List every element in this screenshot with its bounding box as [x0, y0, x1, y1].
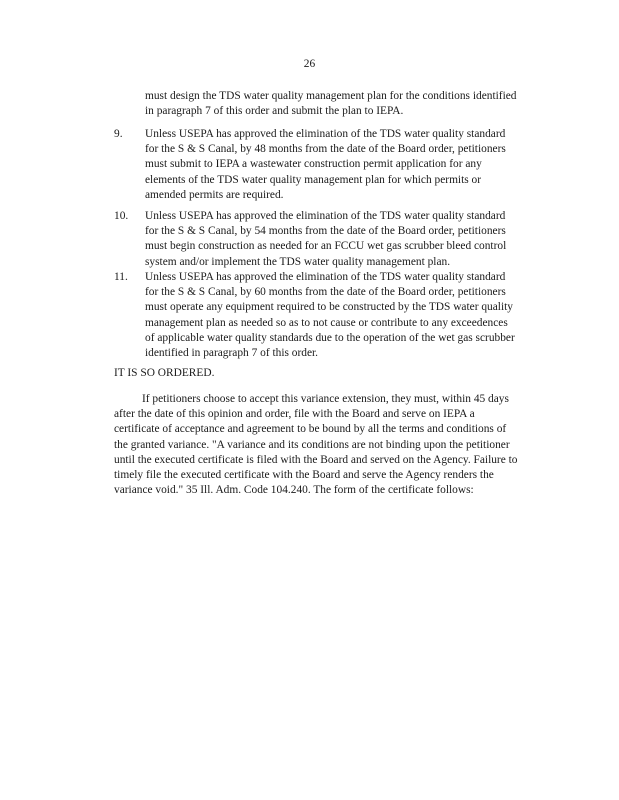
item-number: 10.: [114, 210, 129, 222]
item-text: Unless USEPA has approved the elimination of the TDS water quality standard for the S & S Canal, by 54 months from the date of the Board order, petitioners must begin construction as needed for an FCCU wet gas scrubber bleed control system and/or implement the TDS water quality management plan.: [145, 210, 507, 268]
item-text: Unless USEPA has approved the elimination of the TDS water quality standard for the S & S Canal, by 60 months from the date of the Board order, petitioners must operate any equipment required to be constructed by the TDS water quality management plan as needed so as to not cause or contribute to any exceedences of applicable water quality standards due to the operation of the wet gas scrubber identified in paragraph 7 of this order.: [145, 271, 515, 360]
page-number: 26: [303, 58, 316, 70]
item-number: 11.: [114, 271, 128, 283]
closing-paragraph: If petitioners choose to accept this variance extension, they must, within 45 days after the date of this opinion and order, file with the Board and serve on IEPA a certificate of acceptance and agreement to be bound by all the terms and conditions of the granted variance. "A variance and its conditions are not binding upon the petitioner until the executed certificate is filed with the Board and served on the Agency. Failure to timely file the executed certificate with the Board and serve the Agency renders the variance void." 35 Ill. Adm. Code 104.240. The form of the certificate follows:: [114, 393, 518, 497]
so-ordered-heading: IT IS SO ORDERED.: [114, 367, 215, 379]
continuation-paragraph: must design the TDS water quality management plan for the conditions identified in paragraph 7 of this order and submit the plan to IEPA.: [145, 90, 517, 118]
order-item-9: [114, 127, 519, 203]
order-item-10: [114, 209, 519, 270]
item-text: Unless USEPA has approved the elimination of the TDS water quality standard for the S & S Canal, by 48 months from the date of the Board order, petitioners must submit to IEPA a wastewater construction permit application for any elements of the TDS water quality management plan for which permits or amended permits are required.: [145, 128, 506, 201]
order-item-11: [114, 270, 519, 361]
item-number: 9.: [114, 128, 123, 140]
